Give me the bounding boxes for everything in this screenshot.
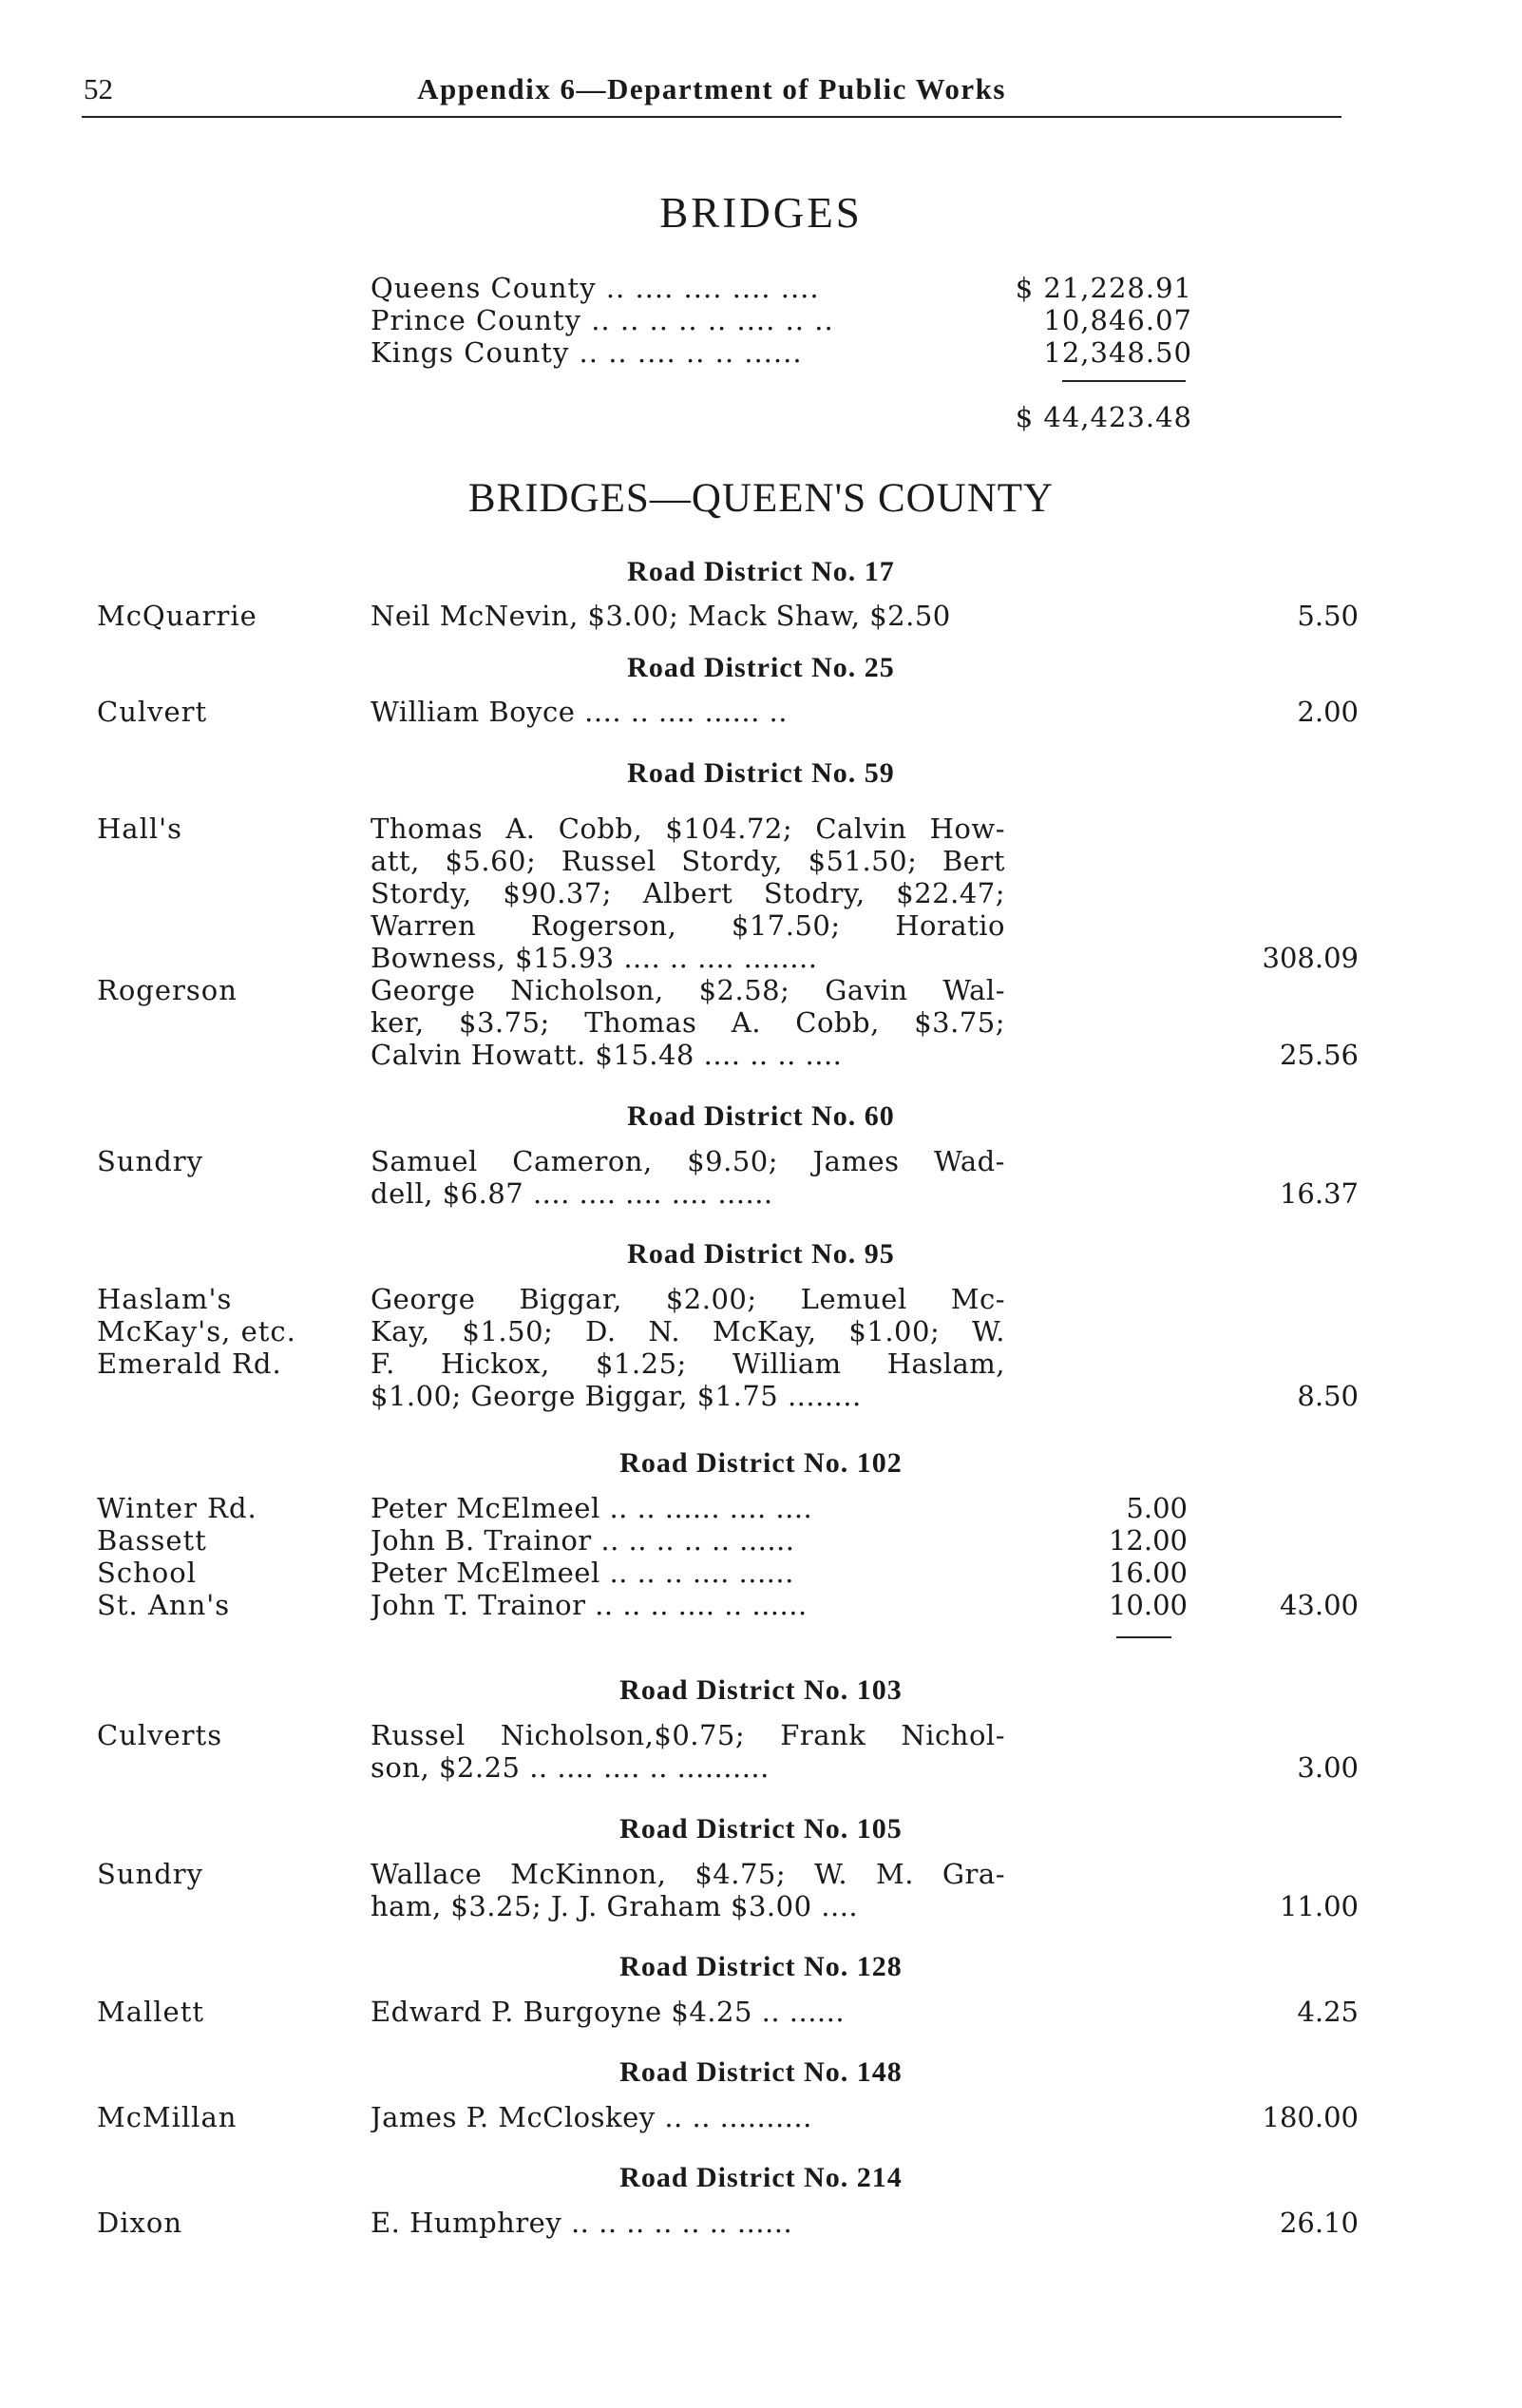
page-header bbox=[82, 65, 1341, 118]
entry-total: 180.00 bbox=[1262, 2101, 1359, 2133]
summary-row-name: Kings County .. .. .... .. .. ...... bbox=[371, 336, 803, 369]
summary-row-amount: $ 21,228.91 bbox=[1015, 272, 1192, 304]
entry-label: Culvert bbox=[97, 696, 208, 728]
queens-county-title: BRIDGES—QUEEN'S COUNTY bbox=[467, 476, 1055, 521]
summary-total: $ 44,423.48 bbox=[1015, 401, 1192, 433]
entry-label: Haslam's McKay's, etc. Emerald Rd. bbox=[97, 1283, 296, 1380]
entry-description: Thomas A. Cobb, $104.72; Calvin How- att, $5.60; Russel Stordy, $51.50; Bert Stordy, $90.37; Albert Stodry, $22.47; Warren Rogerson, $17.50; Horatio Bowness, $15.93 .... .. .... ........ bbox=[371, 812, 1005, 974]
item-amount: 12.00 bbox=[1108, 1524, 1188, 1557]
item-name: John B. Trainor .. .. .. .. .. ...... bbox=[371, 1524, 795, 1557]
summary-rule bbox=[1062, 380, 1186, 382]
item-name: Peter McElmeel .. .. .. .... ...... bbox=[371, 1557, 794, 1589]
item-label: St. Ann's bbox=[97, 1589, 231, 1621]
entry-description: Samuel Cameron, $9.50; James Wad- dell, $6.87 .... .... .... .... ...... bbox=[371, 1145, 1005, 1210]
summary-row-amount: 12,348.50 bbox=[1043, 336, 1192, 369]
district-heading: Road District No. 148 bbox=[619, 2056, 903, 2088]
entry-total: 8.50 bbox=[1297, 1380, 1359, 1412]
district-heading: Road District No. 17 bbox=[627, 556, 895, 587]
entry-total: 43.00 bbox=[1279, 1589, 1359, 1621]
district-heading: Road District No. 102 bbox=[619, 1447, 903, 1479]
entry-description: Neil McNevin, $3.00; Mack Shaw, $2.50 bbox=[371, 600, 951, 632]
summary-row-amount: 10,846.07 bbox=[1043, 304, 1192, 336]
entry-label: Dixon bbox=[97, 2207, 183, 2239]
entry-description: James P. McCloskey .. .. .......... bbox=[371, 2101, 812, 2133]
entry-total: 4.25 bbox=[1297, 1996, 1359, 2028]
subtotal-rule bbox=[1116, 1636, 1171, 1638]
entry-description: George Biggar, $2.00; Lemuel Mc- Kay, $1.50; D. N. McKay, $1.00; W. F. Hickox, $1.25; William Haslam, $1.00; George Biggar, $1.75 ........ bbox=[371, 1283, 1005, 1412]
item-label: School bbox=[97, 1557, 197, 1589]
entry-total: 11.00 bbox=[1279, 1890, 1359, 1922]
district-heading: Road District No. 60 bbox=[627, 1100, 895, 1132]
entry-label: Hall's bbox=[97, 812, 182, 845]
item-name: John T. Trainor .. .. .. .... .. ...... bbox=[371, 1589, 808, 1621]
item-name: Peter McElmeel .. .. ...... .... .... bbox=[371, 1492, 813, 1524]
entry-label: Mallett bbox=[97, 1996, 205, 2028]
entry-label: Sundry bbox=[97, 1858, 204, 1890]
district-heading: Road District No. 105 bbox=[619, 1813, 903, 1844]
entry-total: 25.56 bbox=[1279, 1039, 1359, 1071]
entry-description: William Boyce .... .. .... ...... .. bbox=[371, 696, 788, 728]
entry-label: McMillan bbox=[97, 2101, 238, 2133]
district-heading: Road District No. 95 bbox=[627, 1238, 895, 1270]
entry-description: Edward P. Burgoyne $4.25 .. ...... bbox=[371, 1996, 846, 2028]
entry-description: Russel Nicholson,$0.75; Frank Nichol- son, $2.25 .. .... .... .. .......... bbox=[371, 1719, 1005, 1784]
summary-row-name: Prince County .. .. .. .. .. .... .. .. bbox=[371, 304, 834, 336]
item-amount: 10.00 bbox=[1108, 1589, 1188, 1621]
item-amount: 5.00 bbox=[1126, 1492, 1188, 1524]
summary-row-name: Queens County .. .... .... .... .... bbox=[371, 272, 820, 304]
bridges-title: BRIDGES bbox=[659, 189, 863, 237]
page-number: 52 bbox=[84, 72, 113, 105]
entry-label: Culverts bbox=[97, 1719, 223, 1751]
entry-description: E. Humphrey .. .. .. .. .. .. ...... bbox=[371, 2207, 793, 2239]
entry-total: 2.00 bbox=[1297, 696, 1359, 728]
item-amount: 16.00 bbox=[1108, 1557, 1188, 1589]
entry-label: Rogerson bbox=[97, 974, 238, 1006]
entry-total: 16.37 bbox=[1279, 1177, 1359, 1210]
entry-label: McQuarrie bbox=[97, 600, 257, 632]
entry-label: Sundry bbox=[97, 1145, 204, 1177]
item-label: Winter Rd. bbox=[97, 1492, 257, 1524]
entry-description: Wallace McKinnon, $4.75; W. M. Gra- ham, $3.25; J. J. Graham $3.00 .... bbox=[371, 1858, 1005, 1922]
entry-description: George Nicholson, $2.58; Gavin Wal- ker, $3.75; Thomas A. Cobb, $3.75; Calvin Howatt. $15.48 .... .. .. .... bbox=[371, 974, 1005, 1071]
district-heading: Road District No. 103 bbox=[619, 1674, 903, 1706]
entry-total: 3.00 bbox=[1297, 1751, 1359, 1784]
district-heading: Road District No. 128 bbox=[619, 1951, 903, 1982]
entry-total: 308.09 bbox=[1262, 942, 1359, 974]
item-label: Bassett bbox=[97, 1524, 207, 1557]
district-heading: Road District No. 25 bbox=[627, 652, 895, 683]
running-title: Appendix 6—Department of Public Works bbox=[417, 72, 1006, 105]
district-heading: Road District No. 214 bbox=[619, 2162, 903, 2193]
district-heading: Road District No. 59 bbox=[627, 757, 895, 789]
entry-total: 5.50 bbox=[1297, 600, 1359, 632]
entry-total: 26.10 bbox=[1279, 2207, 1359, 2239]
